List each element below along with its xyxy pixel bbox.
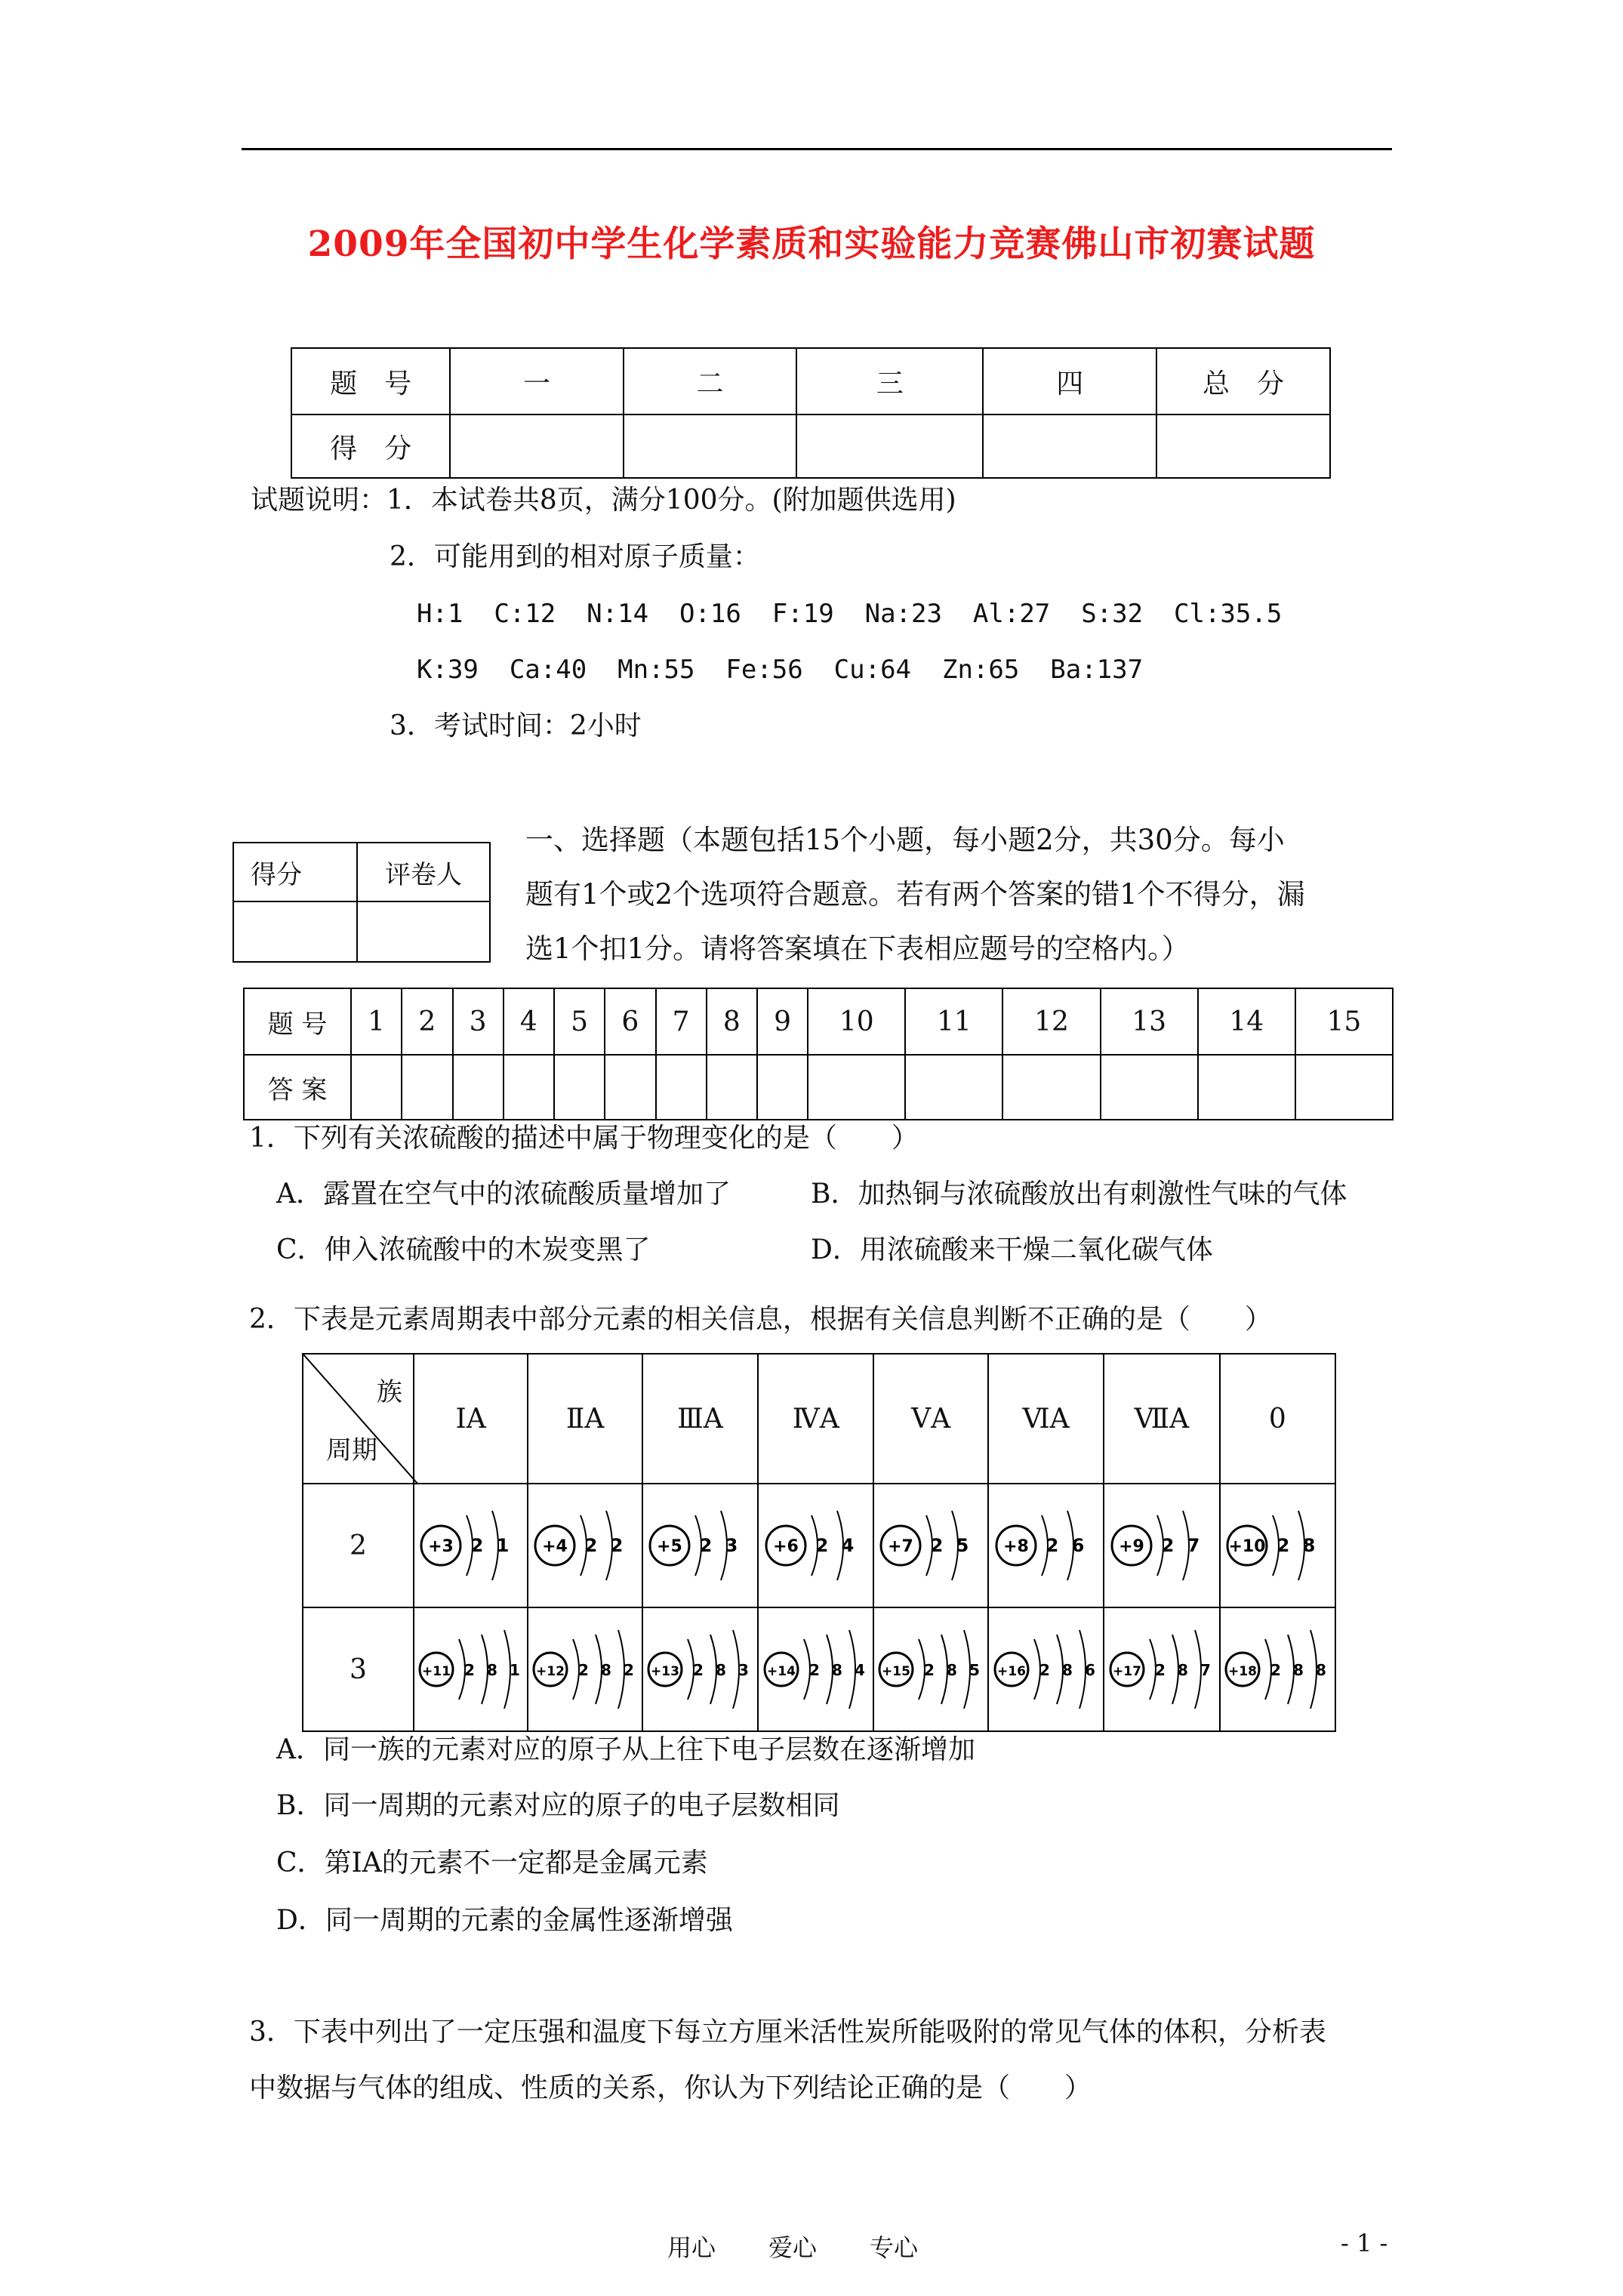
electron-count: 6 — [1084, 1661, 1095, 1679]
nucleus-charge: +15 — [882, 1664, 911, 1679]
grader-score-cell[interactable] — [233, 901, 357, 962]
score-header-cell: 一 — [450, 348, 624, 415]
nucleus-charge: +5 — [657, 1537, 683, 1556]
electron-count: 7 — [1200, 1661, 1211, 1679]
answer-cell[interactable] — [1002, 1055, 1100, 1120]
question-number-cell: 15 — [1295, 988, 1393, 1055]
electron-count: 2 — [700, 1535, 713, 1556]
electron-count: 2 — [930, 1535, 944, 1556]
nucleus-charge: +11 — [421, 1664, 451, 1679]
corner-group-label: 族 — [376, 1377, 402, 1407]
electron-count: 4 — [854, 1661, 865, 1679]
grader-score-label: 得分 — [233, 843, 357, 901]
grader-name-cell[interactable] — [357, 901, 490, 962]
corner-cell — [303, 1354, 414, 1484]
electron-count: 6 — [1071, 1535, 1084, 1556]
atom-cell — [414, 1484, 528, 1607]
atom-cell — [1104, 1607, 1219, 1731]
atom-structure-diagram — [532, 1624, 638, 1715]
question-number-cell: 13 — [1101, 988, 1198, 1055]
group-header: ⅤA — [873, 1354, 987, 1484]
score-cell[interactable] — [983, 415, 1156, 478]
answer-cell[interactable] — [453, 1055, 504, 1120]
atom-structure-diagram — [1224, 1500, 1330, 1591]
electron-count: 5 — [969, 1661, 981, 1679]
electron-count: 8 — [486, 1661, 497, 1679]
q2-option-a: A．同一族的元素对应的原子从上往下电子层数在逐渐增加 — [276, 1734, 975, 1765]
question-number-cell: 6 — [605, 988, 655, 1055]
electron-count: 8 — [1302, 1535, 1316, 1556]
electron-count: 8 — [947, 1661, 958, 1679]
electron-count: 2 — [1046, 1535, 1058, 1556]
atom-structure-diagram — [993, 1500, 1099, 1591]
question-number-cell: 5 — [554, 988, 605, 1055]
atom-structure-diagram — [1224, 1624, 1330, 1715]
periodic-table — [302, 1353, 1336, 1732]
question-number-cell: 4 — [504, 988, 554, 1055]
electron-count: 2 — [693, 1661, 704, 1679]
nucleus-charge: +7 — [888, 1537, 914, 1556]
electron-count: 2 — [584, 1535, 598, 1556]
electron-count: 8 — [1316, 1661, 1327, 1679]
electron-count: 2 — [1154, 1661, 1166, 1679]
atom-structure-diagram — [418, 1624, 524, 1715]
atom-cell — [988, 1484, 1104, 1607]
instruction-line-3: 3．考试时间：2小时 — [390, 710, 642, 741]
score-header-cell: 四 — [983, 348, 1156, 415]
electron-count: 8 — [1061, 1661, 1073, 1679]
electron-count: 3 — [738, 1661, 750, 1679]
question-number-cell: 7 — [656, 988, 707, 1055]
question-number-cell: 1 — [351, 988, 402, 1055]
atom-cell — [642, 1607, 758, 1731]
q1-option-b: B．加热铜与浓硫酸放出有刺激性气味的气体 — [811, 1179, 1347, 1210]
answer-row2-label: 答 案 — [244, 1055, 351, 1120]
electron-count: 2 — [1039, 1661, 1050, 1679]
footer-motto-1: 用心 — [667, 2233, 716, 2262]
atom-structure-diagram — [993, 1624, 1099, 1715]
answer-cell[interactable] — [808, 1055, 905, 1120]
electron-count: 4 — [841, 1535, 855, 1556]
nucleus-charge: +9 — [1119, 1537, 1144, 1556]
question-number-cell: 11 — [905, 988, 1002, 1055]
atom-cell — [1104, 1484, 1219, 1607]
page-title: 2009年全国初中学生化学素质和实验能力竞赛佛山市初赛试题 — [307, 223, 1316, 265]
grader-name-label: 评卷人 — [357, 843, 490, 901]
question-number-cell: 14 — [1198, 988, 1295, 1055]
group-header: ⅣA — [758, 1354, 873, 1484]
answer-cell[interactable] — [504, 1055, 554, 1120]
electron-count: 2 — [624, 1661, 635, 1679]
page-number: - 1 - — [1341, 2229, 1388, 2257]
q3-line-2: 中数据与气体的组成、性质的关系，你认为下列结论正确的是（ ） — [249, 2073, 1092, 2103]
electron-count: 8 — [716, 1661, 727, 1679]
electron-count: 1 — [496, 1535, 509, 1556]
nucleus-charge: +18 — [1228, 1664, 1258, 1679]
electron-count: 8 — [601, 1661, 612, 1679]
atom-structure-diagram — [1109, 1624, 1215, 1715]
atom-structure-diagram — [763, 1500, 869, 1591]
group-header: ⅥA — [988, 1354, 1104, 1484]
atom-cell — [528, 1484, 642, 1607]
answer-cell[interactable] — [605, 1055, 655, 1120]
nucleus-charge: +3 — [427, 1537, 454, 1556]
score-header-cell: 三 — [796, 348, 983, 415]
section1-line-2: 题有1个或2个选项符合题意。若有两个答案的错1个不得分，漏 — [525, 878, 1305, 911]
answer-table — [243, 988, 1394, 1120]
electron-count: 2 — [1270, 1661, 1282, 1679]
period-label: 3 — [303, 1607, 414, 1731]
section1-line-3: 选1个扣1分。请将答案填在下表相应题号的空格内。） — [525, 932, 1190, 965]
answer-cell[interactable] — [351, 1055, 402, 1120]
electron-count: 2 — [1161, 1535, 1175, 1556]
group-header: ⅢA — [642, 1354, 758, 1484]
q1-stem: 1．下列有关浓硫酸的描述中属于物理变化的是（ ） — [249, 1123, 919, 1154]
electron-count: 2 — [470, 1535, 483, 1556]
atom-cell — [414, 1607, 528, 1731]
grader-box — [233, 842, 491, 963]
atom-cell — [758, 1607, 873, 1731]
electron-count: 8 — [831, 1661, 842, 1679]
score-header-cell: 题 号 — [291, 348, 450, 415]
score-cell[interactable] — [450, 415, 624, 478]
electron-count: 8 — [1293, 1661, 1304, 1679]
question-number-cell: 3 — [453, 988, 504, 1055]
atom-cell — [873, 1607, 987, 1731]
score-table — [291, 347, 1331, 479]
atom-cell — [873, 1484, 987, 1607]
nucleus-charge: +10 — [1228, 1537, 1266, 1556]
nucleus-charge: +8 — [1002, 1537, 1029, 1556]
footer-motto-3: 专心 — [870, 2233, 919, 2262]
electron-count: 8 — [1177, 1661, 1188, 1679]
electron-count: 2 — [808, 1661, 820, 1679]
answer-row1-label: 题 号 — [244, 988, 351, 1055]
nucleus-charge: +17 — [1112, 1664, 1141, 1679]
score-row-label: 得 分 — [291, 415, 450, 478]
score-cell[interactable] — [624, 415, 797, 478]
q2-option-d: D．同一周期的元素的金属性逐渐增强 — [276, 1905, 733, 1936]
question-number-cell: 10 — [808, 988, 905, 1055]
answer-cell[interactable] — [1295, 1055, 1393, 1120]
atom-structure-diagram — [532, 1500, 638, 1591]
electron-count: 5 — [956, 1535, 969, 1556]
period-label: 2 — [303, 1484, 414, 1607]
atomic-masses-1: H:1 C:12 N:14 O:16 F:19 Na:23 Al:27 S:32 Cl:35.5 — [417, 599, 1283, 629]
nucleus-charge: +6 — [772, 1537, 799, 1556]
instruction-line-1: 试题说明：1．本试卷共8页，满分100分。(附加题供选用) — [251, 485, 956, 516]
q2-option-c: C．第ⅠA的元素不一定都是金属元素 — [276, 1848, 708, 1878]
answer-cell[interactable] — [1101, 1055, 1198, 1120]
score-cell[interactable] — [796, 415, 983, 478]
atom-structure-diagram — [1109, 1500, 1215, 1591]
score-header-cell: 总 分 — [1156, 348, 1330, 415]
answer-cell[interactable] — [1198, 1055, 1295, 1120]
instruction-line-2: 2．可能用到的相对原子质量： — [390, 541, 760, 572]
answer-cell[interactable] — [656, 1055, 707, 1120]
atom-structure-diagram — [878, 1500, 984, 1591]
answer-cell[interactable] — [707, 1055, 757, 1120]
question-number-cell: 2 — [402, 988, 452, 1055]
electron-count: 3 — [725, 1535, 738, 1556]
electron-count: 2 — [610, 1535, 624, 1556]
atom-cell — [758, 1484, 873, 1607]
answer-cell[interactable] — [757, 1055, 808, 1120]
q2-stem: 2．下表是元素周期表中部分元素的相关信息，根据有关信息判断不正确的是（ ） — [249, 1304, 1272, 1335]
header-rule — [242, 148, 1392, 150]
group-header: 0 — [1220, 1354, 1335, 1484]
nucleus-charge: +13 — [651, 1664, 680, 1679]
group-header: ⅡA — [528, 1354, 642, 1484]
answer-cell[interactable] — [402, 1055, 452, 1120]
question-number-cell: 8 — [707, 988, 757, 1055]
atom-cell — [528, 1607, 642, 1731]
electron-count: 1 — [509, 1661, 520, 1679]
corner-period-label: 周期 — [326, 1435, 377, 1465]
nucleus-charge: +12 — [536, 1664, 565, 1679]
question-number-cell: 12 — [1002, 988, 1100, 1055]
atom-cell — [1220, 1484, 1335, 1607]
section1-line-1: 一、选择题（本题包括15个小题，每小题2分，共30分。每小 — [525, 824, 1285, 856]
q1-option-c: C．伸入浓硫酸中的木炭变黑了 — [276, 1234, 651, 1265]
electron-count: 2 — [815, 1535, 829, 1556]
atom-structure-diagram — [763, 1624, 869, 1715]
nucleus-charge: +16 — [996, 1664, 1026, 1679]
score-cell[interactable] — [1156, 415, 1330, 478]
atom-structure-diagram — [418, 1500, 524, 1591]
atom-structure-diagram — [647, 1624, 753, 1715]
q1-option-d: D．用浓硫酸来干燥二氧化碳气体 — [811, 1234, 1213, 1265]
q2-option-b: B．同一周期的元素对应的原子的电子层数相同 — [276, 1790, 840, 1821]
electron-count: 2 — [578, 1661, 590, 1679]
nucleus-charge: +4 — [542, 1537, 568, 1556]
score-header-cell: 二 — [624, 348, 797, 415]
nucleus-charge: +14 — [766, 1664, 796, 1679]
footer-motto-2: 爱心 — [768, 2233, 818, 2262]
electron-count: 2 — [924, 1661, 935, 1679]
group-header: ⅠA — [414, 1354, 528, 1484]
question-number-cell: 9 — [757, 988, 808, 1055]
q3-line-1: 3．下表中列出了一定压强和温度下每立方厘米活性炭所能吸附的常见气体的体积，分析表 — [249, 2017, 1326, 2048]
electron-count: 2 — [1277, 1535, 1290, 1556]
q1-option-a: A．露置在空气中的浓硫酸质量增加了 — [276, 1179, 731, 1210]
atom-structure-diagram — [878, 1624, 984, 1715]
group-header: ⅦA — [1104, 1354, 1219, 1484]
answer-cell[interactable] — [554, 1055, 605, 1120]
atom-cell — [1220, 1607, 1335, 1731]
atomic-masses-2: K:39 Ca:40 Mn:55 Fe:56 Cu:64 Zn:65 Ba:137 — [417, 655, 1144, 685]
electron-count: 2 — [463, 1661, 475, 1679]
electron-count: 7 — [1187, 1535, 1200, 1556]
answer-cell[interactable] — [905, 1055, 1002, 1120]
atom-structure-diagram — [647, 1500, 753, 1591]
atom-cell — [642, 1484, 758, 1607]
atom-cell — [988, 1607, 1104, 1731]
